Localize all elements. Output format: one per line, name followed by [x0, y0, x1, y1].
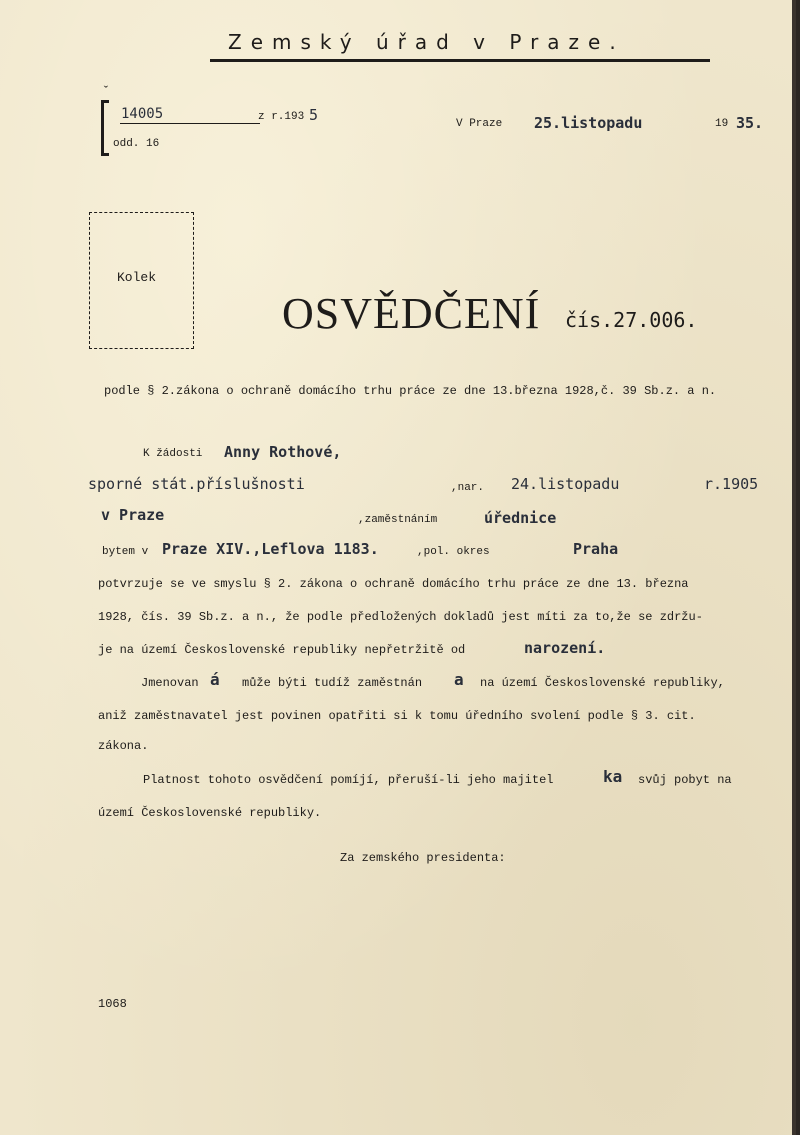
department: odd. 16: [113, 138, 160, 150]
issue-date: 25.listopadu: [534, 114, 643, 132]
caron-mark: ˇ: [102, 84, 110, 99]
residence-label: bytem v: [102, 546, 149, 558]
reference-year-digit: 5: [309, 106, 319, 124]
p2-fill-1: á: [210, 670, 220, 689]
citizenship: sporné stát.příslušnosti: [88, 475, 305, 493]
p2-fill-2: a: [454, 670, 464, 689]
body-line-2: 1928, čís. 39 Sb.z. a n., že podle předložených dokladů jest míti za to,že se zdržu-: [98, 610, 703, 624]
signature-label: Za zemského presidenta:: [340, 851, 506, 865]
p2-text-b: může býti tudíž zaměstnán: [242, 676, 423, 690]
page-edge: [792, 0, 796, 1135]
p3-line-2: území Československé republiky.: [98, 806, 322, 820]
p2-line-3: zákona.: [98, 739, 149, 753]
born-label: ,nar.: [451, 482, 485, 494]
header-rule: [210, 59, 710, 62]
occupation-label: ,zaměstnáním: [358, 514, 438, 526]
year-prefix: 19: [715, 118, 729, 130]
p2-text-c: na území Československé republiky,: [480, 676, 725, 690]
birthplace: v Praze: [101, 506, 165, 524]
stamp-label: Kolek: [117, 270, 157, 285]
reference-year-prefix: z r.193: [258, 111, 305, 123]
office-header: Zemský úřad v Praze.: [228, 30, 625, 54]
reference-bracket: [101, 100, 109, 156]
residence-since: narození.: [524, 639, 606, 657]
body-line-1: potvrzuje se ve smyslu § 2. zákona o ochraně domácího trhu práce ze dne 13. března: [98, 577, 689, 591]
document-title: OSVĚDČENÍ: [282, 289, 541, 338]
year-suffix: 35.: [736, 114, 764, 132]
p3-text-a: Platnost tohoto osvědčení pomíjí, přeruší-li jeho majitel: [143, 773, 554, 787]
p3-fill-1: ka: [603, 767, 623, 786]
reference-underline: [120, 123, 260, 124]
occupation: úřednice: [484, 509, 557, 527]
form-number: 1068: [98, 997, 127, 1011]
p2-line-2: aniž zaměstnavatel jest povinen opatřiti si k tomu úředního svolení podle § 3. cit.: [98, 709, 696, 723]
district: Praha: [573, 540, 619, 558]
certificate-number: čís.27.006.: [565, 308, 698, 332]
body-line-3: je na území Československé republiky nepřetržitě od: [98, 643, 466, 657]
district-label: ,pol. okres: [417, 546, 490, 558]
legal-basis: podle § 2.zákona o ochraně domácího trhu práce ze dne 13.března 1928,č. 39 Sb.z. a n.: [104, 384, 717, 398]
born-date: 24.listopadu: [511, 475, 620, 493]
request-label: K žádosti: [143, 448, 203, 460]
p2-text-a: Jmenovan: [141, 676, 199, 690]
born-year: r.1905: [704, 475, 759, 493]
residence: Praze XIV.,Leflova 1183.: [162, 540, 379, 558]
reference-number: 14005: [121, 106, 164, 122]
p3-text-b: svůj pobyt na: [638, 773, 732, 787]
applicant-name: Anny Rothové,: [224, 443, 342, 461]
place-label: V Praze: [456, 118, 503, 130]
